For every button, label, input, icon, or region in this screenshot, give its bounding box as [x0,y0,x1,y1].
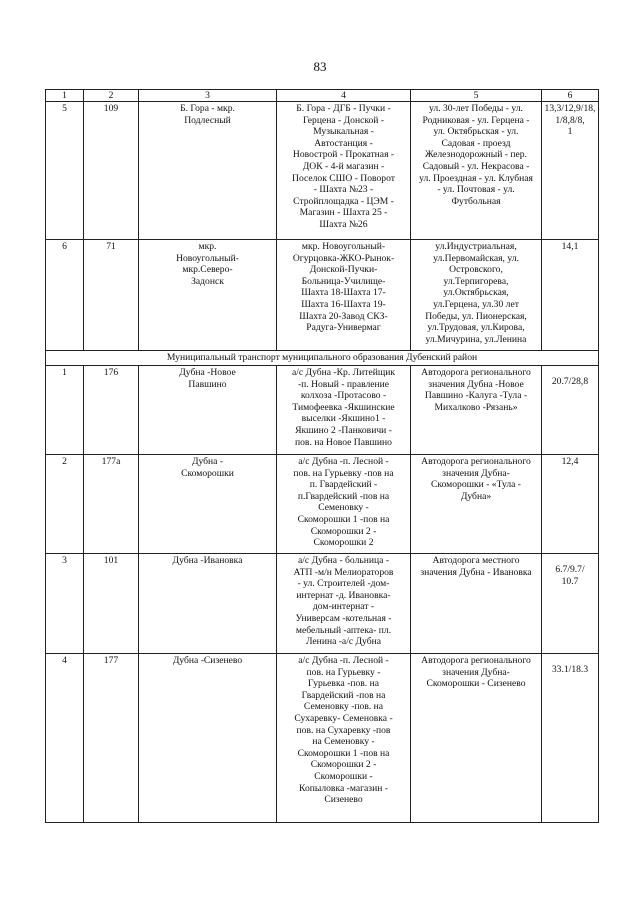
route-number-cell: 176 [84,366,139,455]
column-header: 6 [542,90,599,102]
value-cell: 33.1/18.3 [542,654,599,823]
route-name-cell: Дубна - Скоморошки [139,455,277,554]
route-name-cell: Б. Гора - мкр. Подлесный [139,102,277,240]
routes-table [45,89,599,823]
stops-cell: а/с Дубна -п. Лесной - пов. на Гурьевку -пов на п. Гвардейский - п.Гвардейский -пов на Семеновку - Скоморошки 1 -пов на Скоморошки 2 - Скоморошки 2 [277,455,411,554]
table-row [46,102,599,240]
section-title: Муниципальный транспорт муниципального образования Дубенский район [46,351,599,366]
row-number-cell: 2 [46,455,84,554]
route-name-cell: Дубна -Новое Павшино [139,366,277,455]
value-cell: 12,4 [542,455,599,554]
table-row [46,554,599,654]
stops-cell: а/с Дубна -п. Лесной - пов. на Гурьевку - Гурьевка -пов. на Гвардейский -пов на Семеновку -пов. на Сухаревку- Семеновка - пов. на Сухаревку -пов на Семеновку - Скоморошки 1 -пов на Скоморошки 2 - Скоморошки - Копыловка -магазин - Сизенево [277,654,411,823]
stops-cell: а/с Дубна - больница - АТП -м/н Мелиораторов - ул. Строителей -дом- интернат -д. Ивановка- дом-интернат - Универсам -котельная - мебельный -аптека- пл. Ленина -а/с Дубна [277,554,411,654]
route-number-cell: 109 [84,102,139,240]
streets-cell: Автодорога местного значения Дубна - Ивановка [411,554,542,654]
table-row [46,455,599,554]
value-cell: 6.7/9.7/ 10.7 [542,554,599,654]
route-name-cell: Дубна -Ивановка [139,554,277,654]
table-row [46,240,599,351]
column-header: 4 [277,90,411,102]
route-number-cell: 177а [84,455,139,554]
column-header: 3 [139,90,277,102]
value-cell: 20.7/28,8 [542,366,599,455]
route-name-cell: мкр. Новоугольный- мкр.Северо- Задонск [139,240,277,351]
table-header-row [46,90,599,102]
row-number-cell: 1 [46,366,84,455]
stops-cell: а/с Дубна -Кр. Литейщик -п. Новый - правление колхоза -Протасово - Тимофеевка -Якшинские выселки -Якшино1 - Якшино 2 -Панковичи - пов. на Новое Павшино [277,366,411,455]
row-number-cell: 4 [46,654,84,823]
value-cell: 13,3/12,9/18,1/8,8/8, 1 [542,102,599,240]
streets-cell: Автодорога регионального значения Дубна- Скоморошки - «Тула - Дубна» [411,455,542,554]
streets-cell: Автодорога регионального значения Дубна -Новое Павшино -Калуга -Тула - Михалково -Рязань» [411,366,542,455]
column-header: 2 [84,90,139,102]
route-number-cell: 177 [84,654,139,823]
streets-cell: ул. 30-лет Победы - ул. Родниковая - ул. Герцена - ул. Октябрьская - ул. Садовая - проезд Железнодорожный - пер. Садовый - ул. Некрасова - ул. Проездная - ул. Клубная - ул. Почтовая - ул. Футбольная [411,102,542,240]
route-number-cell: 101 [84,554,139,654]
table-row [46,366,599,455]
value-cell: 14,1 [542,240,599,351]
table-row [46,654,599,823]
page-number: 83 [313,59,327,74]
streets-cell: Автодорога регионального значения Дубна- Скоморошки - Сизенево [411,654,542,823]
column-header: 1 [46,90,84,102]
stops-cell: мкр. Новоугольный- Огурцовка-ЖКО-Рынок- Донской-Пучки- Больница-Училище- Шахта 18-Шахта 17- Шахта 16-Шахта 19- Шахта 20-Завод СКЗ- Радуга-Универмаг [277,240,411,351]
row-number-cell: 3 [46,554,84,654]
column-header: 5 [411,90,542,102]
streets-cell: ул.Индустриальная, ул.Первомайская, ул. Островского, ул.Терпигорева, ул.Октябрьская, ул.Герцена, ул.30 лет Победы, ул. Пионерская, ул.Трудовая, ул.Кирова, ул.Мичурина, ул.Ленина [411,240,542,351]
row-number-cell: 5 [46,102,84,240]
row-number-cell: 6 [46,240,84,351]
stops-cell: Б. Гора - ДГБ - Пучки - Герцена - Донской - Музыкальная - Автостанция - Новострой - Прокатная - ДОК - 4-й магазин - Поселок СШО - Поворот - Шахта №23 - Стройплощадка - ЦЭМ - Магазин - Шахта 25 - Шахта №26 [277,102,411,240]
route-number-cell: 71 [84,240,139,351]
route-name-cell: Дубна -Сизенево [139,654,277,823]
section-header-row [46,351,599,366]
